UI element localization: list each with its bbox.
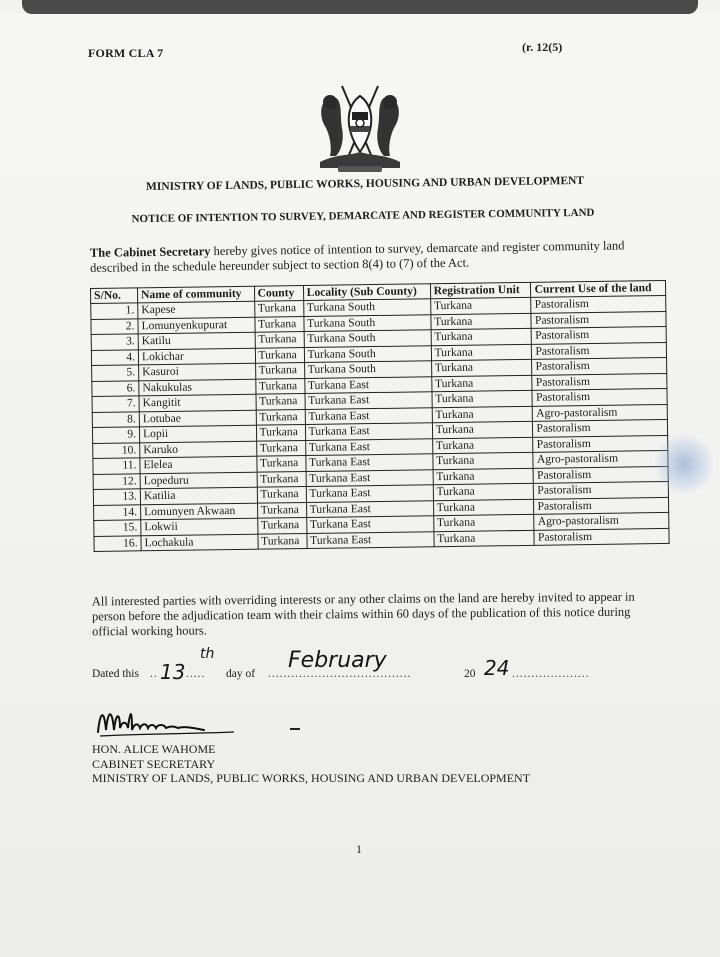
table-cell: Turkana East bbox=[307, 531, 434, 548]
table-cell: Pastoralism bbox=[534, 528, 669, 545]
intro-lead: The Cabinet Secretary bbox=[89, 244, 211, 260]
handwritten-year: 24 bbox=[484, 656, 510, 680]
table-cell: Turkana bbox=[431, 313, 532, 330]
table-cell: Turkana bbox=[255, 363, 304, 379]
table-cell: Pastoralism bbox=[532, 388, 667, 405]
table-cell: Turkana East bbox=[305, 407, 432, 424]
table-cell: Lokichar bbox=[138, 348, 255, 365]
table-cell: Turkana East bbox=[305, 423, 432, 440]
intro-paragraph bbox=[90, 238, 642, 276]
table-cell: 9. bbox=[92, 427, 139, 443]
table-cell: Pastoralism bbox=[532, 373, 667, 390]
table-cell: Turkana bbox=[432, 390, 533, 407]
table-cell: Turkana South bbox=[303, 299, 430, 316]
table-cell: 15. bbox=[94, 520, 141, 536]
table-cell: Turkana bbox=[432, 421, 533, 438]
table-cell: Turkana bbox=[256, 425, 305, 441]
table-cell: Turkana South bbox=[303, 314, 430, 331]
table-cell: Turkana bbox=[430, 297, 531, 314]
dots: .................... bbox=[512, 668, 590, 680]
notice-title: NOTICE OF INTENTION TO SURVEY, DEMARCATE AND REGISTER COMMUNITY LAND bbox=[131, 206, 595, 226]
dots: ..... bbox=[186, 668, 206, 680]
table-cell: Katilia bbox=[140, 487, 257, 504]
table-cell: Turkana bbox=[256, 409, 305, 425]
table-cell: 3. bbox=[91, 334, 138, 350]
table-cell: Turkana bbox=[433, 514, 534, 531]
column-header: Locality (Sub County) bbox=[303, 284, 430, 301]
table-cell: 10. bbox=[93, 442, 140, 458]
table-cell: Turkana South bbox=[304, 345, 431, 362]
table-cell: Turkana bbox=[254, 316, 303, 332]
table-cell: Pastoralism bbox=[534, 481, 669, 498]
table-cell: Turkana bbox=[431, 375, 532, 392]
year-prefix: 20 bbox=[464, 668, 476, 680]
table-cell: 8. bbox=[92, 411, 139, 427]
table-cell: 7. bbox=[92, 396, 139, 412]
table-cell: 4. bbox=[91, 349, 138, 365]
table-cell: Turkana bbox=[431, 344, 532, 361]
intro-text: hereby gives notice of intention to survey, demarcate and register community land described in the schedule hereunder subject to section 8(4) to (7) of the Act. bbox=[90, 238, 625, 275]
column-header: Current Use of the land bbox=[531, 280, 666, 297]
dated-line bbox=[92, 646, 632, 692]
table-cell: Kapese bbox=[138, 301, 255, 318]
form-code: FORM CLA 7 bbox=[88, 46, 164, 60]
page-number: 1 bbox=[356, 842, 362, 856]
table-cell: Turkana East bbox=[305, 454, 432, 471]
table-cell: Turkana bbox=[255, 332, 304, 348]
table-cell: Pastoralism bbox=[532, 326, 667, 343]
handwritten-day: 13 bbox=[160, 660, 186, 684]
table-cell: Turkana East bbox=[306, 485, 433, 502]
table-cell: Turkana bbox=[433, 499, 534, 516]
table-cell: Lomunyenkupurat bbox=[138, 317, 255, 334]
table-cell: Turkana East bbox=[305, 438, 432, 455]
table-cell: Agro-pastoralism bbox=[534, 512, 669, 529]
dots: ..................................... bbox=[268, 668, 412, 680]
table-cell: Karuko bbox=[140, 441, 257, 458]
dash-mark bbox=[290, 728, 300, 730]
table-cell: Turkana bbox=[257, 471, 306, 487]
table-cell: Pastoralism bbox=[531, 295, 666, 312]
handwritten-month: February bbox=[288, 648, 387, 673]
table-cell: 5. bbox=[92, 365, 139, 381]
table-cell: Lomunyen Akwaan bbox=[141, 503, 258, 520]
table-cell: 1. bbox=[91, 303, 138, 319]
table-cell: 11. bbox=[93, 458, 140, 474]
table-cell: Lopii bbox=[139, 425, 256, 442]
signer-title: CABINET SECRETARY bbox=[92, 756, 216, 771]
schedule-table-wrap bbox=[90, 280, 672, 552]
table-cell: Turkana East bbox=[304, 376, 431, 393]
table-cell: Pastoralism bbox=[531, 311, 666, 328]
signature-icon bbox=[94, 702, 254, 742]
table-cell: Turkana bbox=[254, 301, 303, 317]
signer-name: HON. ALICE WAHOME bbox=[92, 742, 216, 756]
signer-office: MINISTRY OF LANDS, PUBLIC WORKS, HOUSING AND URBAN DEVELOPMENT bbox=[92, 771, 531, 785]
table-cell: Turkana bbox=[256, 456, 305, 472]
table-cell: Turkana bbox=[432, 452, 533, 469]
column-header: Name of community bbox=[138, 286, 255, 303]
table-cell: Turkana bbox=[257, 502, 306, 518]
table-cell: Turkana bbox=[434, 530, 535, 547]
table-cell: Turkana bbox=[256, 394, 305, 410]
table-cell: Turkana South bbox=[304, 330, 431, 347]
table-cell: Lokwii bbox=[141, 518, 258, 535]
column-header: Registration Unit bbox=[430, 282, 531, 298]
table-cell: Turkana bbox=[257, 487, 306, 503]
handwritten-day-suffix: th bbox=[200, 646, 215, 662]
table-cell: 12. bbox=[93, 473, 140, 489]
table-cell: Turkana bbox=[255, 347, 304, 363]
table-cell: Pastoralism bbox=[533, 419, 668, 436]
touch-highlight bbox=[654, 434, 714, 494]
table-cell: Turkana East bbox=[306, 500, 433, 517]
table-cell: 13. bbox=[93, 489, 140, 505]
table-cell: Lotubae bbox=[139, 410, 256, 427]
table-cell: Turkana South bbox=[304, 361, 431, 378]
dated-mid: day of bbox=[226, 668, 256, 680]
table-cell: Pastoralism bbox=[533, 435, 668, 452]
rule-reference: (r. 12(5) bbox=[522, 40, 563, 54]
table-cell: Turkana bbox=[433, 468, 534, 485]
table-cell: Turkana East bbox=[305, 392, 432, 409]
table-cell: Turkana East bbox=[306, 469, 433, 486]
closing-paragraph: All interested parties with overriding interests or any other claims on the land are hereby invited to appear in person before the adjudication team with their claims within 60 days of the publication of this notice during official working hours. bbox=[91, 589, 635, 639]
table-cell: Agro-pastoralism bbox=[533, 450, 668, 467]
table-cell: 16. bbox=[94, 535, 141, 551]
table-cell: Pastoralism bbox=[534, 497, 669, 514]
table-cell: Turkana bbox=[431, 359, 532, 376]
column-header: County bbox=[254, 286, 303, 302]
table-cell: Pastoralism bbox=[532, 357, 667, 374]
table-cell: Elelea bbox=[140, 456, 257, 473]
ministry-heading: MINISTRY OF LANDS, PUBLIC WORKS, HOUSING AND URBAN DEVELOPMENT bbox=[145, 174, 585, 194]
table-cell: 2. bbox=[91, 318, 138, 334]
screen-top-bar bbox=[22, 0, 698, 14]
table-cell: Turkana bbox=[432, 437, 533, 454]
table-body bbox=[91, 295, 669, 551]
table-cell: Turkana bbox=[257, 518, 306, 534]
table-cell: Turkana bbox=[433, 483, 534, 500]
table-cell: Lopeduru bbox=[140, 472, 257, 489]
table-cell: Lochakula bbox=[141, 534, 258, 551]
schedule-table bbox=[90, 280, 670, 552]
dated-prefix: Dated this bbox=[92, 668, 139, 680]
signer-block bbox=[92, 742, 530, 786]
table-cell: Kasuroi bbox=[139, 363, 256, 380]
table-cell: Turkana bbox=[256, 440, 305, 456]
table-cell: 14. bbox=[94, 504, 141, 520]
coat-of-arms-icon bbox=[312, 76, 408, 176]
table-cell: Turkana bbox=[257, 533, 306, 549]
table-cell: Nakukulas bbox=[139, 379, 256, 396]
dots: .. bbox=[150, 668, 158, 680]
table-cell: Agro-pastoralism bbox=[533, 404, 668, 421]
table-cell: Katilu bbox=[138, 332, 255, 349]
column-header: S/No. bbox=[91, 288, 138, 304]
table-cell: Pastoralism bbox=[534, 466, 669, 483]
table-cell: Turkana bbox=[432, 406, 533, 423]
table-cell: 6. bbox=[92, 380, 139, 396]
table-cell: Kangitit bbox=[139, 394, 256, 411]
table-cell: Pastoralism bbox=[532, 342, 667, 359]
document-page bbox=[0, 14, 720, 957]
table-cell: Turkana bbox=[255, 378, 304, 394]
table-cell: Turkana East bbox=[306, 516, 433, 533]
table-cell: Turkana bbox=[431, 328, 532, 345]
